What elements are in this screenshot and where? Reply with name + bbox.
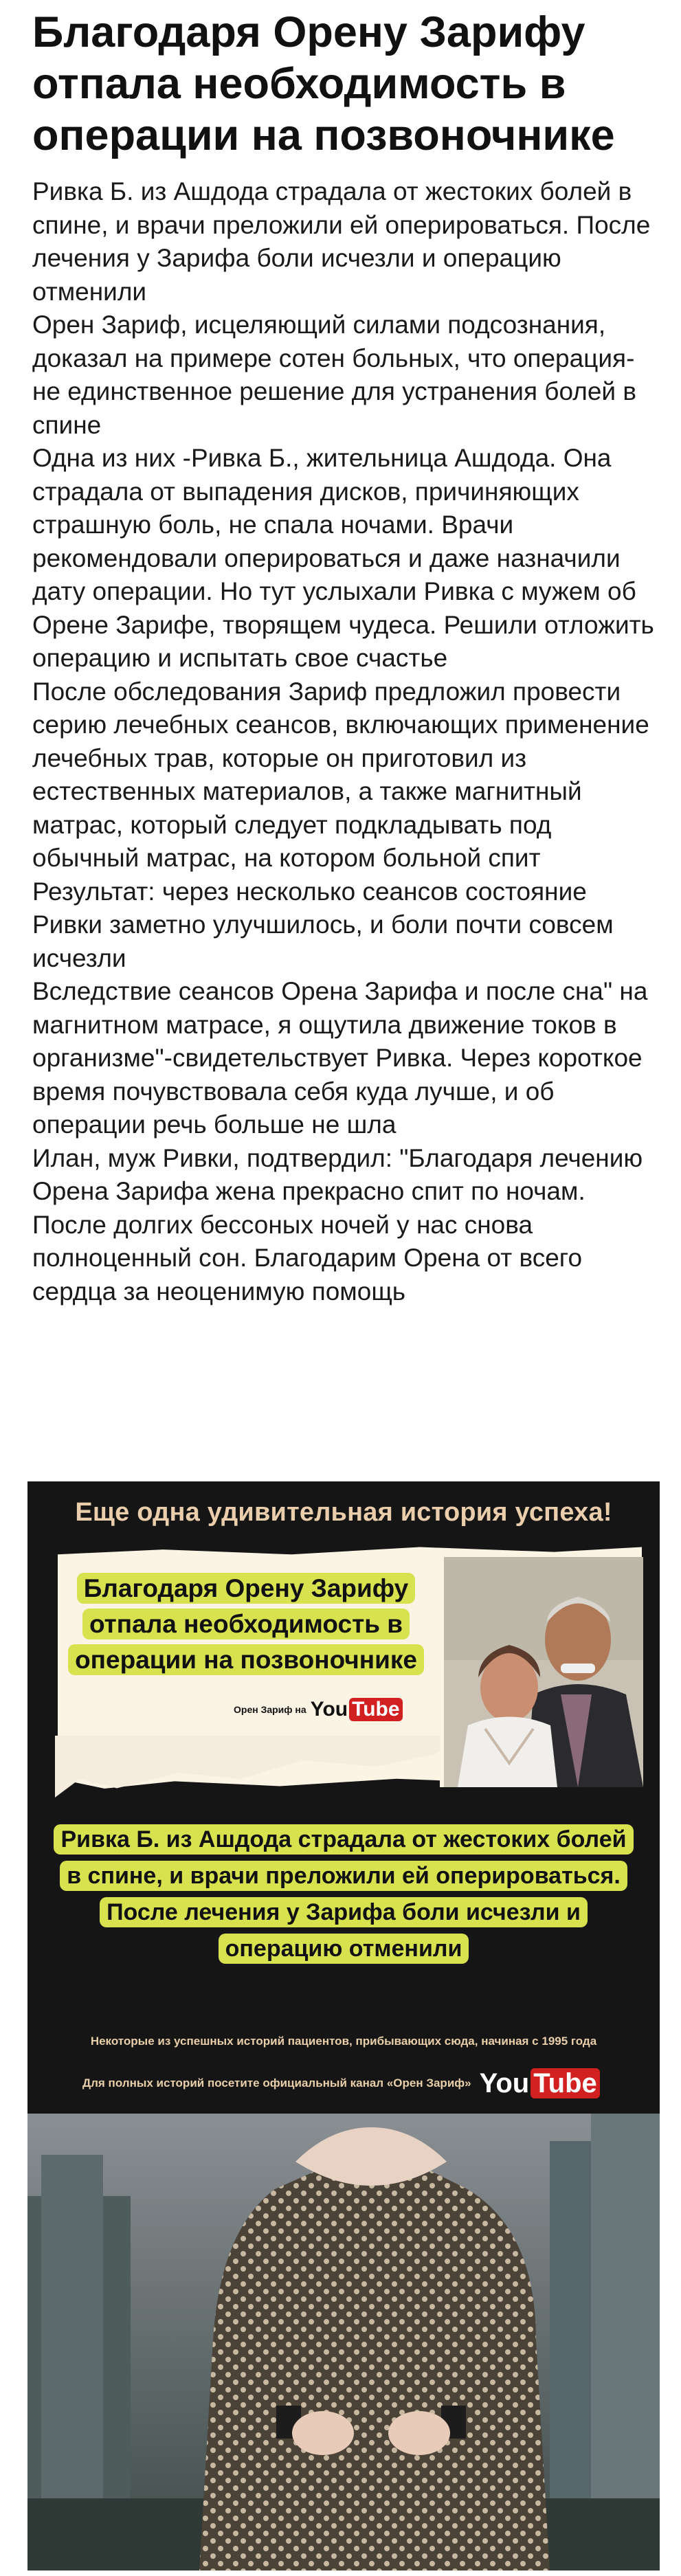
article-paragraph: После обследования Зариф предложил провести серию лечебных сеансов, включающих применение лечебных трав, которые он приготовил из естественных материалов, а также магнитный матрас, который следует подкладывать под обычный матрас, на котором больной спит bbox=[32, 677, 649, 872]
article-paragraph: Илан, муж Ривки, подтвердил: "Благодаря лечению Орена Зарифа жена прекрасно спит по ночам. После долгих бессоных ночей у нас снова полноценный сон. Благодарим Орена от всего сердца за неоценимую помощь bbox=[32, 1143, 643, 1306]
youtube-logo[interactable] bbox=[480, 2068, 600, 2098]
clipping-headline-text: Благодаря Орену Зарифу отпала необходимость в операции на позвоночнике bbox=[68, 1573, 424, 1675]
article-paragraph: Одна из них -Ривка Б., жительница Ашдода. Она страдала от выпадения дисков, причиняющих страшную боль, не спала ночами. Врачи рекомендовали оперироваться и даже назначили дату операции. Но тут услыхали Ривка с мужем об Орене Зарифе, творящем чудеса. Решили отложить операцию и испытать свое счастье bbox=[32, 444, 654, 672]
youtube-logo bbox=[311, 1698, 403, 1721]
youtube-logo-tube: Tube bbox=[349, 1698, 402, 1721]
youtube-logo-you: You bbox=[310, 1698, 348, 1721]
info-line-channel-text: Для полных историй посетите официальный канал «Орен Зариф» bbox=[82, 2076, 471, 2090]
back-pain-photo bbox=[27, 2114, 660, 2571]
clipping-headline bbox=[60, 1571, 432, 1678]
banner-title: Еще одна удивительная история успеха! bbox=[75, 1497, 612, 1527]
story-summary bbox=[48, 1822, 639, 1967]
info-line-channel bbox=[82, 2068, 600, 2098]
youtube-logo-tube: Tube bbox=[531, 2068, 600, 2098]
youtube-logo-you: You bbox=[479, 2068, 530, 2098]
article-paragraph: Результат: через несколько сеансов состояние Ривки заметно улучшилось, и боли почти совсем исчезли bbox=[32, 877, 614, 972]
article-paragraph: Вследствие сеансов Орена Зарифа и после сна" на магнитном матрасе, я ощутила движение токов в организме"-свидетельствует Ривка. Через короткое время почувствовала себя куда лучше, и об операции речь больше не шла bbox=[32, 977, 648, 1139]
story-summary-text: Ривка Б. из Ашдода страдала от жестоких болей в спине, и врачи преложили ей оперироваться. После лечения у Зарифа боли исчезли и операцию отменили bbox=[54, 1824, 633, 1964]
info-line-patients: Некоторые из успешных историй пациентов, прибывающих сюда, начиная с 1995 года bbox=[90, 2035, 597, 2048]
article-body bbox=[32, 175, 654, 1308]
story-banner bbox=[27, 1481, 660, 2571]
youtube-credit bbox=[234, 1698, 403, 1721]
article-paragraph: Орен Зариф, исцеляющий силами подсознания, доказал на примере сотен больных, что операция- не единственное решение для устранения болей в спине bbox=[32, 311, 637, 439]
article-paragraph: Ривка Б. из Ашдода страдала от жестоких болей в спине, и врачи преложили ей оперироваться. После лечения у Зарифа боли исчезли и операцию отменили bbox=[32, 177, 651, 306]
article-headline: Благодаря Орену Зарифу отпала необходимость в операции на позвоночнике bbox=[32, 8, 615, 159]
youtube-credit-label: Орен Зариф на bbox=[234, 1704, 306, 1715]
couple-photo bbox=[440, 1557, 643, 1787]
